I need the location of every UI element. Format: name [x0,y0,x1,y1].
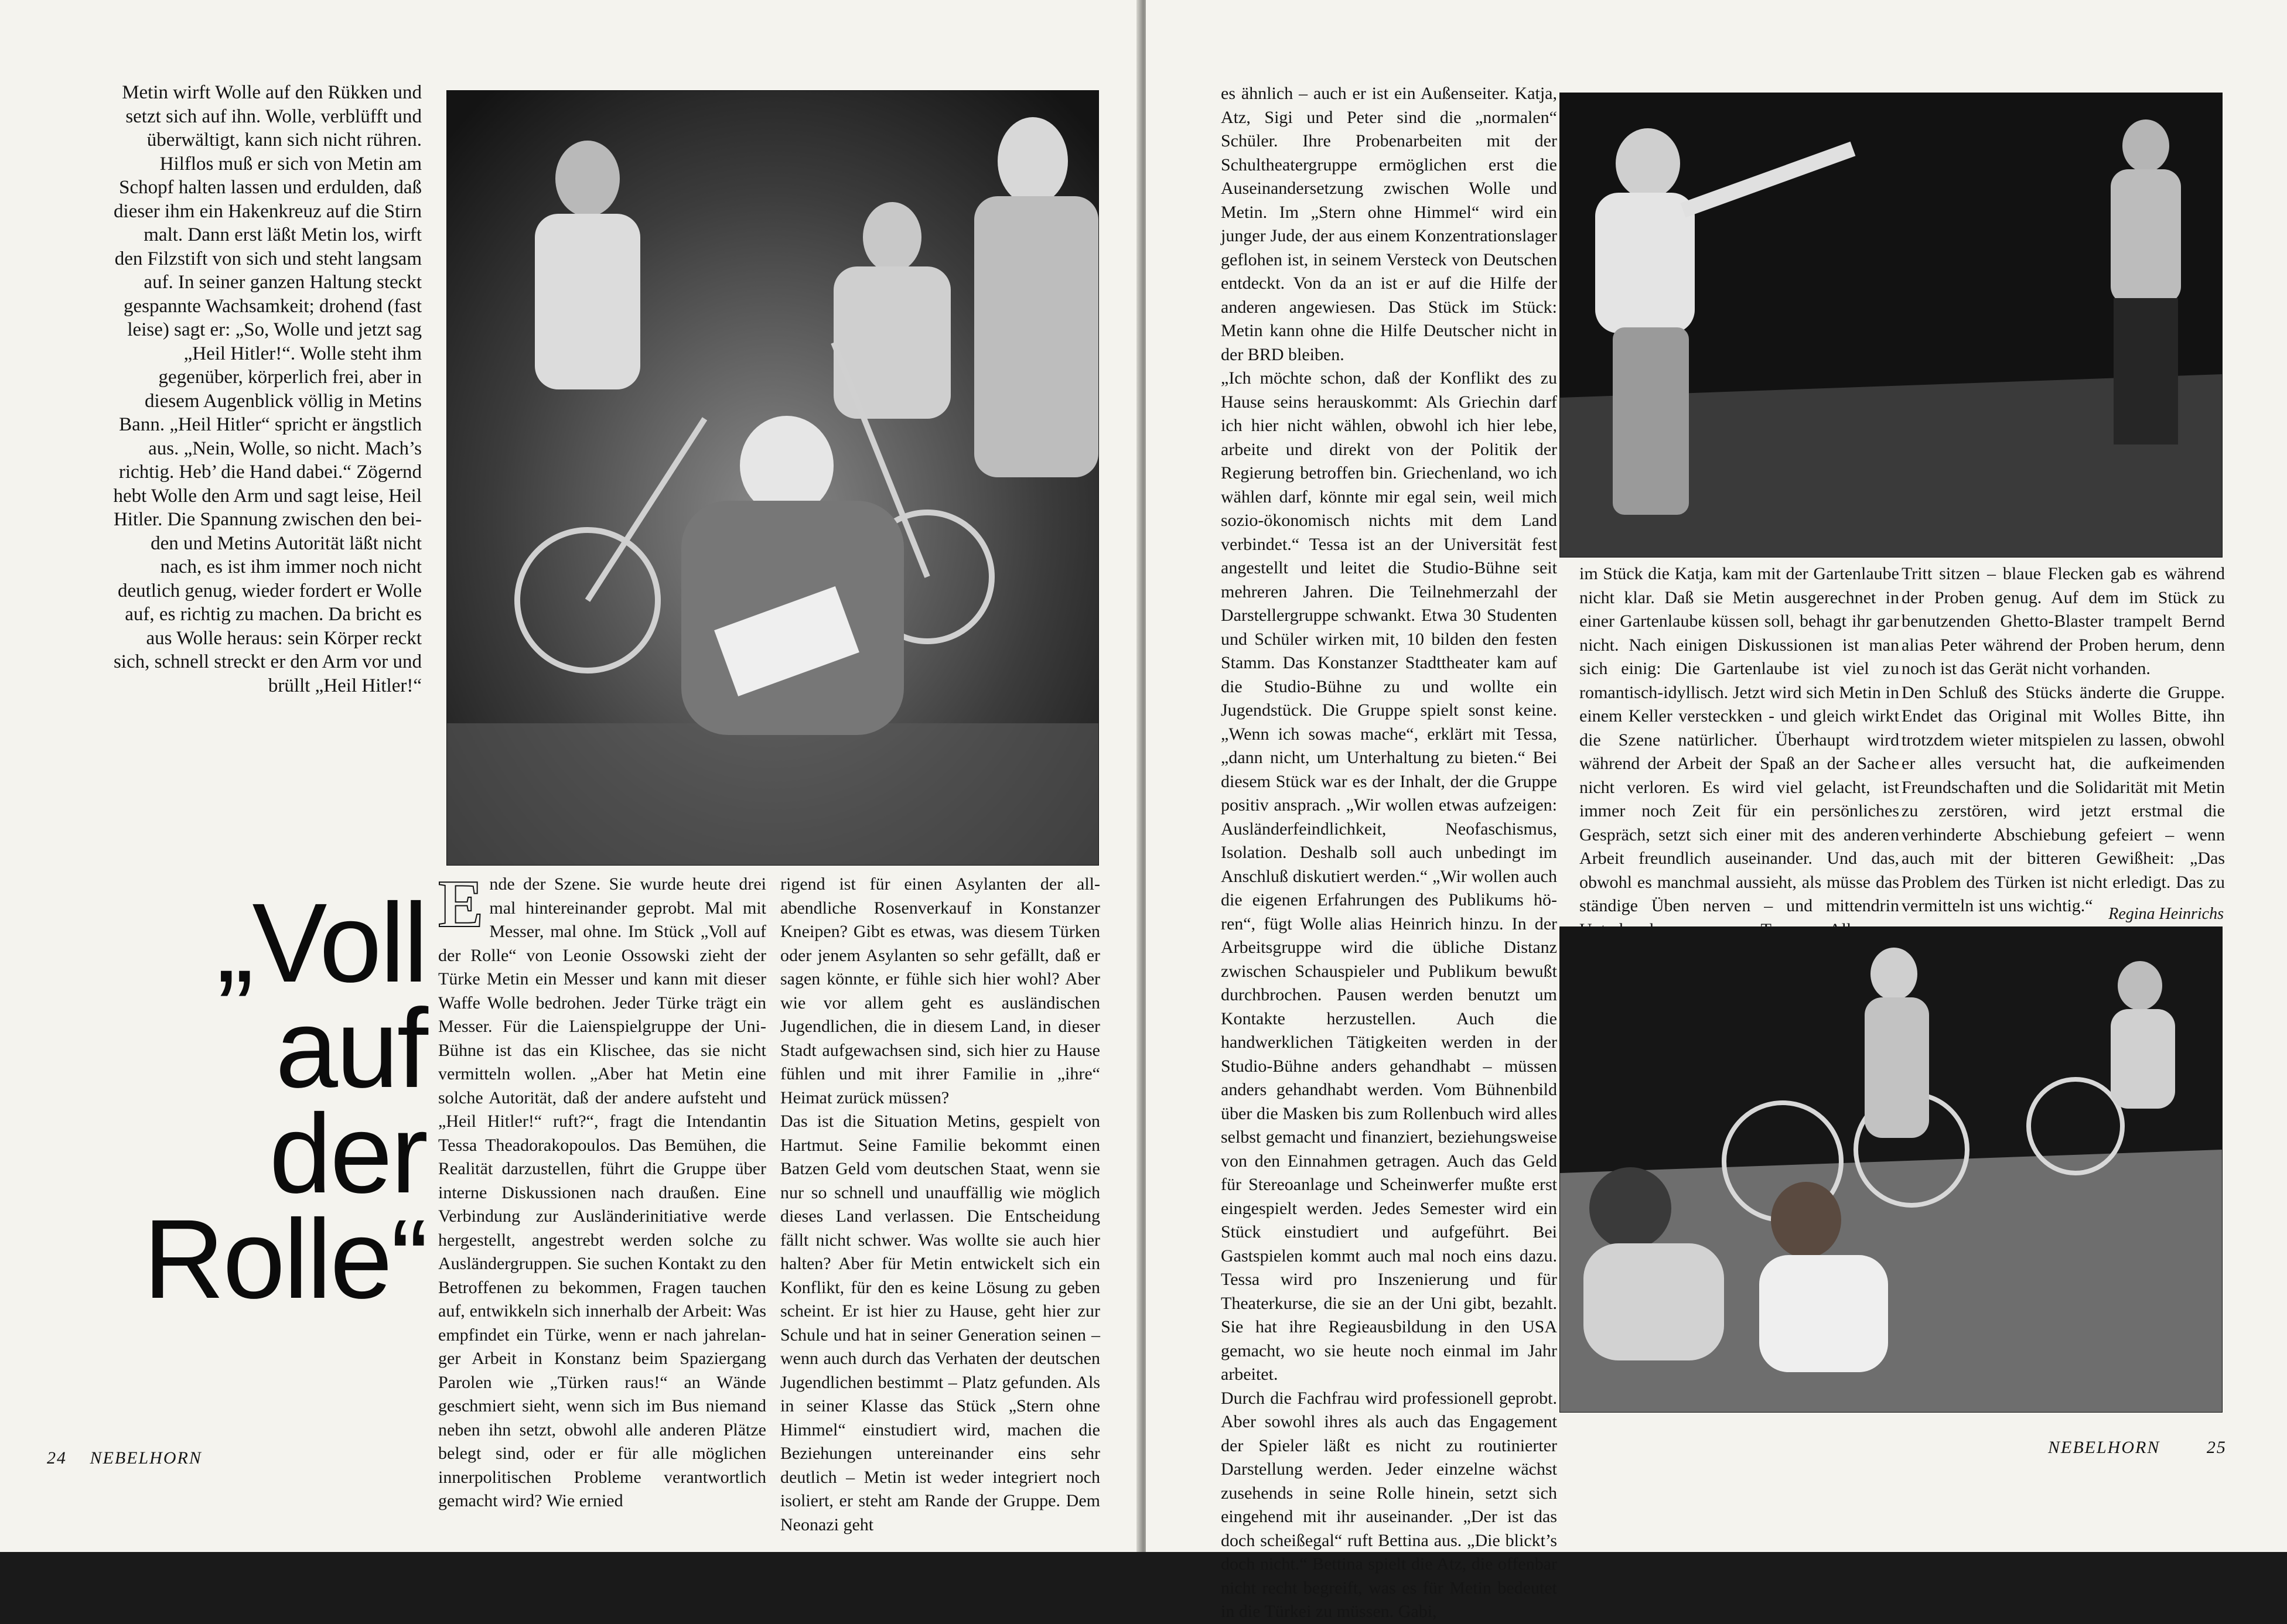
headline-line-1: „Voll [216,880,426,1006]
folio-left [47,1448,202,1468]
left-page [0,0,1141,1552]
headline-line-3: der [269,1090,426,1216]
headline-line-2: auf [275,985,426,1111]
photo-rehearsal-group-image [1560,927,2222,1412]
photo-salute-scene [1559,93,2223,558]
folio-right [2048,1438,2227,1458]
column-4-text: im Stück die Katja, kam mit der Gartenlaube nicht klar. Daß sie Metin ausgerechnet in einer Gartenlaube küssen soll, behagt ihr gar nicht. Nach einigen Diskussionen ist man sich einig: Die Gartenlaube ist viel zu romantisch-idyllisch. Jetzt wird sich Metin in einem Keller versteckken - und gleich wirkt die Szene natürlicher. Überhaupt wird während der Arbeit der Spaß an der Sache nicht verloren. Es wird viel gelacht, ist immer noch Zeit für ein persönliches Gespräch, setzt sich einer mit des anderen Arbeit freundlich auseinander. Und das, obwohl es manchmal aussieht, als müsse das ständige Üben nerven – und mittendrin [1579,564,1899,915]
magazine-name-left: NEBELHORN [90,1448,202,1468]
article-column-3 [1221,82,1557,1621]
photo-rehearsal-group [1559,926,2223,1413]
magazine-name-right: NEBELHORN [2048,1438,2160,1457]
article-column-2 [780,873,1100,1534]
page-number-left: 24 [47,1448,67,1468]
article-column-4 [1579,562,1899,925]
article-column-1 [438,867,766,1510]
headline-line-4: Rolle“ [143,1196,426,1322]
intro-paragraph: Metin wirft Wolle auf den Rükken und setzt sich auf ihn. Wolle, verblüfft und überwältigt, kann sich nicht rühren. Hilflos muß er sich von Metin am Schopf halten lassen und erdulden, daß dieser ihm ein Hakenkreuz auf die Stirn malt. Dann erst läßt Metin los, wirft den Filzstift von sich und steht langsam auf. In seiner ganzen Haltung steckt gespannte Wachsamkeit; drohend (fast leise) sagt er: „So, Wolle und jetzt sag „Heil Hitler!“. Wolle steht ihm gegenüber, körperlich frei, aber in diesem Augenblick völlig in Metins Bann. „Heil Hitler“ spricht er ängstlich aus. „Nein, Wolle, so nicht. Mach’s richtig. Heb’ die Hand dabei.“ Zögernd hebt Wolle den Arm und sagt leise, Heil Hitler. Die Spannung zwischen den beiden und Metins Autorität läßt nicht nach, es ist ihm immer noch nicht deutlich genug, wieder fordert er Wolle auf, es richtig zu machen. Da bricht es aus Wolle heraus: sein Körper reckt sich, schnell streckt er den Arm vor und brüllt „Heil Hitler!“ [113,82,422,696]
headline [52,880,426,1322]
column-5-text: Tritt sitzen – blaue Flecken gab es während der Proben genug. Auf dem im Stück zu benutzenden Ghetto-Blaster trampelt Bernd alias Peter während der Proben herum, denn noch ist das Gerät nicht vorhanden. Den Schluß des Stücks änderte die Gruppe. Endet das Original mit Wolles Bitte, ihn trotzdem wieter mitspielen zu lassen, obwohl er alles versucht hat, die aufkeimenden Freundschaften und die Solidarität mit Metin zu zerstören, wird jetzt erstmal die verhinderte Abschiebung gefeiert – wenn auch mit der bitteren Gewißheit: „Das Problem des Türken ist nicht erledigt. Das zu vermitteln ist uns wichtig.“ [1902,564,2225,915]
drop-cap: E [438,867,484,942]
photo-bicycles-reading-image [447,91,1098,865]
column-1-text: nde der Szene. Sie wurde heute drei mal hintereinander geprobt. Mal mit Messer, mal ohne. Im Stück „Voll auf der Rolle“ von Leonie Ossowski zieht der Türke Metin ein Messer und kann mit dieser Waffe Wolle bedrohen. Jeder Türke trägt ein Messer. Für die Laienspielgruppe der Uni-Bühne ist das ein Klischee, das sie nicht vermitteln wollen. „Aber hat Metin eine solche Autorität, daß der andere aufsteht und „Heil Hitler!“ ruft?“, fragt die Intendantin Tessa Theadorakopoulos. Das Bemühen, die Realität darzustellen, führt die Gruppe über interne Diskussionen nach draußen. Eine Verbindung zur Ausländerinitiative werde hergestellt, angestrebt werden solche zu Ausländergruppen. Sie suchen Kontakt zu den Betroffenen zu bekommen, Fragen tauchen auf, entwikkeln sich innerhalb der Arbeit: Was empfindet ein Türke, wenn er nach jahrelanger Arbeit in Konstanz beim Spaziergang Parolen wie „Türken raus!“ an Wände geschmiert sieht, wenn sich im Bus niemand neben ihn setzt, obwohl alle anderen Plätze belegt sind, oder er für alle möglichen innerpolitischen Probleme verantwortlich gemacht wird? Wie ernied [438,874,766,1510]
page-number-right: 25 [2206,1438,2227,1457]
author-byline: Regina Heinrichs [2108,905,2224,923]
right-page [1146,0,2287,1621]
column-3-text: es ähnlich – auch er ist ein Außenseiter. Katja, Atz, Sigi und Peter sind die „normalen“ Schüler. Ihre Probenarbeiten mit der Schultheatergruppe ermöglichen erst die Auseinandersetzung zwischen Wolle und Metin. Im „Stern ohne Himmel“ wird ein junger Jude, der aus einem Konzentrationslager geflohen ist, in seinem Versteck von Deutschen entdeckt. Von da an ist er auf die Hilfe der anderen angewiesen. Das Stück im Stück: Metin kann ohne die Hilfe Deutscher nicht in der BRD bleiben. „Ich möchte schon, daß der Konflikt des zu Hause seins herauskommt: Als Griechin darf ich hier nicht wählen, obwohl ich hier lebe, arbeite und direkt von der Politik der Regierung betroffen bin. Griechenland, wo ich wählen darf, könnte mir egal sein, weil mich sozio-ökonomisch nichts mit dem Land verbindet.“ Tessa ist an der Universität fest angestellt und leitet die Studio-Bühne seit mehreren Jahren. Die Teilnehmerzahl der Darstellergruppe schwankt. Etwa 30 Studenten und Schüler wirken mit, 10 bilden den festen Stamm. Das Konstanzer Stadttheater kam auf die Studio-Bühne zu und wollte ein Jugendstück. Die Gruppe spielt sonst keine. „Wenn ich sowas mache“, erklärt mit Tessa, „dann nicht, um Unterhaltung zu bieten.“ Bei diesem Stück war es der Inhalt, der die Gruppe positiv ansprach. „Wir wollen etwas aufzeigen: Ausländerfeindlichkeit, Neofaschismus, Isolation. Deshalb soll auch unbedingt im Anschluß diskutiert werden.“ „Wir wollen auch die eigenen Erfahrungen des Publikums hören“, fügt Wolle alias Heinrich hinzu. In der Arbeitsgruppe wird die übliche Distanz zwischen Schauspieler und Publikum bewußt durchbrochen. Pausen werden benutzt um Kontakte herzustellen. Auch die handwerklichen Tätigkeiten werden in der Studio-Bühne anders gehandhabt – müssen anders gehandhabt werden. Vom Bühnenbild über die Masken bis zum Rollenbuch wird alles selbst gemacht und finanziert, beziehungsweise von den Einnahmen getragen. Auch das Geld für Stereoanlage und Scheinwerfer mußte erst eingespielt werden. Jedes Semester wird ein Stück einstudiert und aufgeführt. Bei Gastspielen kommt auch mal noch eins dazu. Tessa wird pro Inszenierung und für Theaterkurse, die sie an der Uni gibt, bezahlt. Sie hat ihre Regieausbildung in den USA gemacht, wo sie heute noch einmal im Jahr arbeitet. Durch die Fachfrau wird professionell geprobt. Aber sowohl ihres als auch das Engagement der Spieler läßt es nicht zu routinierter Darstellung werden. Jeder einzelne wächst zusehends in seine Rolle hinein, setzt sich eingehend mit ihr auseinander. „Der ist das doch scheißegal“ ruft Bettina aus. „Die blickt’s doch nicht.“ Bettina spielt die Atz, die offenbar nicht recht begreift, was es für Metin bedeutet in die Türkei zu müssen. Gabi, [1221,84,1557,1621]
photo-bicycles-reading [446,90,1099,866]
photo-salute-scene-image [1560,93,2222,557]
column-2-text: rigend ist für einen Asylanten der allabendliche Rosenverkauf in Konstanzer Kneipen? Gibt es etwas, was diesem Türken oder jenem Asylanten so sehr gefällt, daß er sagen könnte, er fühle sich hier wohl? Aber wie vor allem geht es ausländischen Jugendlichen, die in diesem Land, in dieser Stadt aufgewachsen sind, sich hier zu Hause fühlen und mit ihrer Familie in „ihre“ Heimat zurück müssen? Das ist die Situation Metins, gespielt von Hartmut. Seine Familie bekommt einen Batzen Geld vom deutschen Staat, wenn sie nur so schnell und unauffällig wie möglich dieses Land verlassen. Die Entscheidung fällt nicht schwer. Was wollte sie auch hier halten? Aber für Metin entwickelt sich ein Konflikt, für den es keine Lösung zu geben scheint. Er ist hier zu Hause, geht hier zur Schule und hat in seiner Generation seinen – wenn auch durch das Verhaten der deutschen Jugendlichen bestimmt – Platz gefunden. Als in seiner Klasse das Stück „Stern ohne Himmel“ einstudiert wird, machen die Beziehungen untereinander eins sehr deutlich – Metin ist weder integriert noch isoliert, er steht am Rande der Gruppe. Dem Neonazi geht [780,874,1100,1534]
